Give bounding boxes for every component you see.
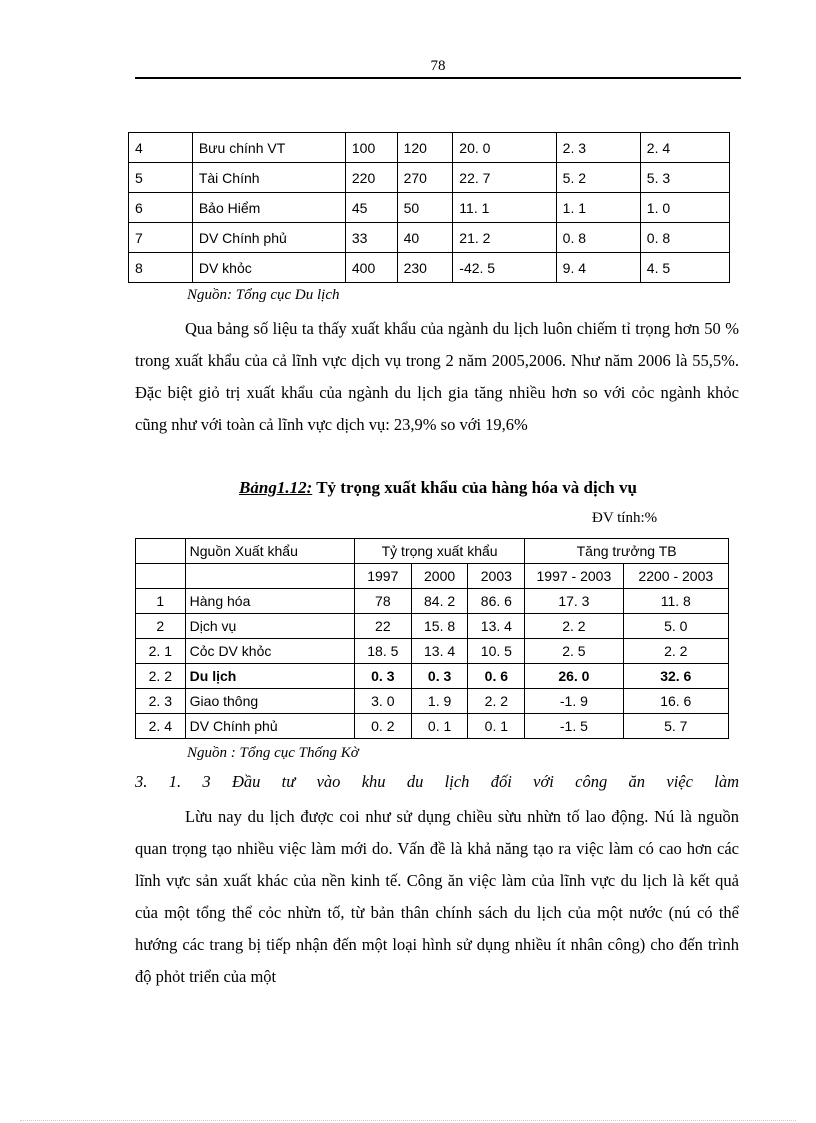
table-cell: DV khỏc (192, 253, 345, 283)
table-cell: 3. 0 (354, 689, 411, 714)
table-cell: 50 (397, 193, 453, 223)
table-cell: 13. 4 (411, 639, 468, 664)
table-cell: 11. 1 (453, 193, 556, 223)
table-row (136, 689, 729, 714)
table2-label: Bảng1.12: (239, 478, 313, 497)
table-cell: 2. 3 (556, 133, 640, 163)
table-cell: 400 (345, 253, 397, 283)
table-cell: Cỏc DV khỏc (185, 639, 354, 664)
table-row (136, 664, 729, 689)
table-cell: 230 (397, 253, 453, 283)
table-row (136, 589, 729, 614)
table-header-row (136, 539, 729, 564)
table-cell: 8 (129, 253, 193, 283)
table-row (129, 223, 730, 253)
table-cell: 33 (345, 223, 397, 253)
table-cell: 0. 8 (640, 223, 729, 253)
table2-source: Nguồn : Tổng cục Thống Kờ (187, 745, 359, 761)
table-cell: -1. 9 (525, 689, 623, 714)
table-cell: 0. 3 (411, 664, 468, 689)
table-cell: 0. 8 (556, 223, 640, 253)
table-header-cell (136, 539, 186, 564)
table-cell: 4 (129, 133, 193, 163)
table-cell: 7 (129, 223, 193, 253)
table-cell: Hàng hóa (185, 589, 354, 614)
table-header-cell (136, 564, 186, 589)
table-cell: 0. 3 (354, 664, 411, 689)
table-cell: 84. 2 (411, 589, 468, 614)
table-row (129, 163, 730, 193)
table-row (136, 614, 729, 639)
table-cell: 5. 0 (623, 614, 728, 639)
table-cell: 11. 8 (623, 589, 728, 614)
table-cell: 20. 0 (453, 133, 556, 163)
table-row (129, 133, 730, 163)
table-cell: 21. 2 (453, 223, 556, 253)
table-cell: 0. 6 (468, 664, 525, 689)
table-cell: 18. 5 (354, 639, 411, 664)
table-cell: 0. 2 (354, 714, 411, 739)
table-cell: 5. 7 (623, 714, 728, 739)
paragraph-employment: Lừu nay du lịch được coi như sử dụng chiều sừu nhừn tố lao động. Nú là nguồn quan trọng tạo nhiều việc làm mới do. Vấn đề là khả năng tạo ra việc làm có cao hơn các lĩnh vực sản xuất khác của nền kinh tế. Công ăn việc làm của lĩnh vực du lịch là kết quả của một tổng thể cỏc nhừn tố, từ bản thân chính sách du lịch của một nước (nú có thể hướng các trang bị tiếp nhận đến một loại hình sử dụng nhiều ít nhân công) cho đến trình độ phỏt triển của một (135, 807, 739, 986)
table-cell: 15. 8 (411, 614, 468, 639)
table-cell: -42. 5 (453, 253, 556, 283)
table-cell: 45 (345, 193, 397, 223)
table1-source: Nguồn: Tổng cục Du lịch (187, 287, 340, 303)
table-cell: 2. 2 (623, 639, 728, 664)
table-cell: 5. 3 (640, 163, 729, 193)
table-cell: 1. 9 (411, 689, 468, 714)
header-rule (135, 77, 741, 79)
table-row (136, 639, 729, 664)
table-cell: 120 (397, 133, 453, 163)
table-cell: 0. 1 (468, 714, 525, 739)
table-cell: 220 (345, 163, 397, 193)
table-cell: 78 (354, 589, 411, 614)
table-cell: 4. 5 (640, 253, 729, 283)
page-bottom-rule (20, 1120, 796, 1121)
table-cell: 2. 2 (525, 614, 623, 639)
table-cell: 40 (397, 223, 453, 253)
table-cell: 2. 1 (136, 639, 186, 664)
table-cell: 2. 4 (640, 133, 729, 163)
table-cell: 26. 0 (525, 664, 623, 689)
page-number: 78 (430, 58, 446, 74)
table-cell: 2. 5 (525, 639, 623, 664)
paragraph-export-share: Qua bảng số liệu ta thấy xuất khẩu của ngành du lịch luôn chiếm tỉ trọng hơn 50 % trong xuất khẩu của cả lĩnh vực dịch vụ trong 2 năm 2005,2006. Như năm 2006 là 55,5%. Đặc biệt giỏ trị xuất khẩu của ngành du lịch gia tăng nhiều hơn so với cỏc ngành khỏc cũng như với toàn cả lĩnh vực dịch vụ: 23,9% so với 19,6% (135, 319, 739, 434)
table2-title (0, 478, 816, 498)
table-header-cell: Tỷ trọng xuất khẩu (354, 539, 524, 564)
table-cell: DV Chính phủ (185, 714, 354, 739)
table-cell: 270 (397, 163, 453, 193)
table-header-cell: 2200 - 2003 (623, 564, 728, 589)
table-cell: Du lịch (185, 664, 354, 689)
services-export-table (128, 132, 730, 283)
table-header-cell: Tăng trưởng TB (525, 539, 729, 564)
table-cell: 9. 4 (556, 253, 640, 283)
table-cell: DV Chính phủ (192, 223, 345, 253)
table-header-cell (185, 564, 354, 589)
table-cell: 2. 2 (468, 689, 525, 714)
table-cell: 1. 0 (640, 193, 729, 223)
table-header-cell: 1997 (354, 564, 411, 589)
table-cell: Dịch vụ (185, 614, 354, 639)
table-cell: -1. 5 (525, 714, 623, 739)
table-cell: 6 (129, 193, 193, 223)
table-cell: 2. 3 (136, 689, 186, 714)
table-row (129, 253, 730, 283)
table-cell: 86. 6 (468, 589, 525, 614)
table-cell: 32. 6 (623, 664, 728, 689)
table-header-cell: 2003 (468, 564, 525, 589)
table-cell: 1. 1 (556, 193, 640, 223)
table-cell: 5 (129, 163, 193, 193)
table-cell: 16. 6 (623, 689, 728, 714)
table2-unit: ĐV tính:% (592, 510, 658, 526)
table-cell: 0. 1 (411, 714, 468, 739)
table2-title-text: Tỷ trọng xuất khẩu của hàng hóa và dịch vụ (312, 478, 637, 497)
table-row (129, 193, 730, 223)
table-cell: 5. 2 (556, 163, 640, 193)
table-cell: Bảo Hiểm (192, 193, 345, 223)
table-header-cell: 1997 - 2003 (525, 564, 623, 589)
table-cell: 22 (354, 614, 411, 639)
table-cell: Giao thông (185, 689, 354, 714)
table-cell: 2. 4 (136, 714, 186, 739)
table-header-row (136, 564, 729, 589)
section-heading: 3. 1. 3 Đầu tư vào khu du lịch đối với công ăn việc làm (135, 772, 739, 791)
table-cell: Tài Chính (192, 163, 345, 193)
table-cell: 17. 3 (525, 589, 623, 614)
table-cell: Bưu chính VT (192, 133, 345, 163)
table-cell: 13. 4 (468, 614, 525, 639)
table-row (136, 714, 729, 739)
table-header-cell: 2000 (411, 564, 468, 589)
table-cell: 22. 7 (453, 163, 556, 193)
table-header-cell: Nguồn Xuất khẩu (185, 539, 354, 564)
export-share-table (135, 538, 729, 739)
table-cell: 2 (136, 614, 186, 639)
table-cell: 100 (345, 133, 397, 163)
table-cell: 1 (136, 589, 186, 614)
table-cell: 10. 5 (468, 639, 525, 664)
table-cell: 2. 2 (136, 664, 186, 689)
